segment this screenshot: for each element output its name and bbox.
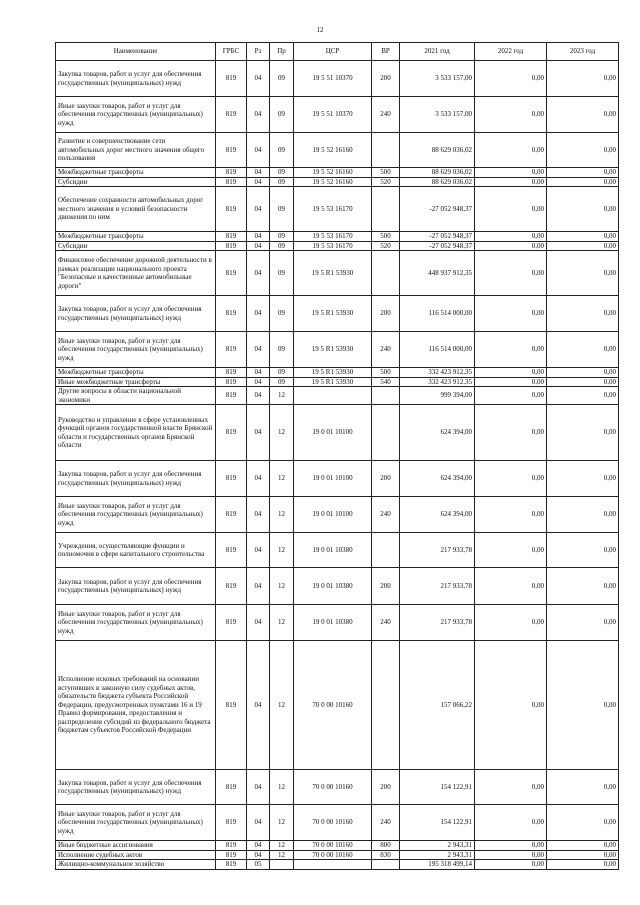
cell-pr: 12 xyxy=(270,841,294,851)
cell-vr: 200 xyxy=(372,770,400,805)
cell-2023: 0,00 xyxy=(547,860,619,870)
cell-vr xyxy=(372,187,400,232)
cell-pr: 12 xyxy=(270,850,294,860)
cell-2023: 0,00 xyxy=(547,61,619,97)
cell-grbs: 819 xyxy=(216,405,247,461)
cell-2023: 0,00 xyxy=(547,177,619,187)
cell-csr: 70 0 00 10160 xyxy=(294,641,372,770)
cell-2023: 0,00 xyxy=(547,533,619,568)
table-row xyxy=(56,770,619,805)
cell-csr: 19 0 01 10380 xyxy=(294,533,372,568)
cell-csr xyxy=(294,860,372,870)
cell-rz: 04 xyxy=(247,405,270,461)
table-row xyxy=(56,405,619,461)
cell-csr: 19 5 52 16160 xyxy=(294,133,372,168)
cell-pr: 09 xyxy=(270,241,294,251)
cell-name: Межбюджетные трансферты xyxy=(56,168,216,178)
cell-pr: 09 xyxy=(270,177,294,187)
cell-rz: 04 xyxy=(247,641,270,770)
cell-2022: 0,00 xyxy=(475,605,547,641)
cell-name: Иные закупки товаров, работ и услуг для обеспечения государственных (муниципальных) нужд xyxy=(56,605,216,641)
cell-csr: 19 0 01 10100 xyxy=(294,405,372,461)
cell-rz: 04 xyxy=(247,461,270,497)
cell-csr: 19 5 52 16160 xyxy=(294,168,372,178)
cell-csr: 19 5 R1 53930 xyxy=(294,332,372,368)
cell-pr: 12 xyxy=(270,568,294,605)
cell-vr xyxy=(372,641,400,770)
cell-vr: 200 xyxy=(372,461,400,497)
cell-grbs: 819 xyxy=(216,133,247,168)
cell-csr: 19 5 R1 53930 xyxy=(294,368,372,378)
cell-rz: 04 xyxy=(247,177,270,187)
table-row xyxy=(56,461,619,497)
cell-grbs: 819 xyxy=(216,251,247,296)
cell-2021: 195 318 499,14 xyxy=(400,860,475,870)
cell-2021: 624 394,00 xyxy=(400,461,475,497)
cell-csr: 19 0 01 10100 xyxy=(294,497,372,533)
cell-grbs: 819 xyxy=(216,461,247,497)
cell-csr: 70 0 00 10160 xyxy=(294,850,372,860)
cell-vr: 240 xyxy=(372,605,400,641)
cell-vr: 240 xyxy=(372,805,400,841)
table-body xyxy=(56,61,619,870)
cell-2022: 0,00 xyxy=(475,533,547,568)
cell-pr: 12 xyxy=(270,533,294,568)
table-row xyxy=(56,497,619,533)
cell-grbs: 819 xyxy=(216,241,247,251)
cell-name: Развитие и совершенствование сети автомобильных дорог местного значения общего пользования xyxy=(56,133,216,168)
cell-2023: 0,00 xyxy=(547,405,619,461)
cell-grbs: 819 xyxy=(216,168,247,178)
cell-rz: 05 xyxy=(247,860,270,870)
cell-2023: 0,00 xyxy=(547,568,619,605)
cell-2022: 0,00 xyxy=(475,805,547,841)
cell-pr xyxy=(270,860,294,870)
cell-grbs: 819 xyxy=(216,177,247,187)
cell-grbs: 819 xyxy=(216,497,247,533)
cell-2022: 0,00 xyxy=(475,641,547,770)
cell-vr: 240 xyxy=(372,97,400,133)
cell-grbs: 819 xyxy=(216,770,247,805)
cell-2022: 0,00 xyxy=(475,377,547,387)
cell-2022: 0,00 xyxy=(475,770,547,805)
cell-pr: 09 xyxy=(270,133,294,168)
cell-2022: 0,00 xyxy=(475,241,547,251)
cell-rz: 04 xyxy=(247,568,270,605)
cell-2023: 0,00 xyxy=(547,187,619,232)
cell-pr: 09 xyxy=(270,187,294,232)
cell-vr: 200 xyxy=(372,61,400,97)
cell-2021: 3 533 157,00 xyxy=(400,97,475,133)
table-row xyxy=(56,860,619,870)
cell-2022: 0,00 xyxy=(475,368,547,378)
cell-pr: 09 xyxy=(270,61,294,97)
cell-2021: 332 423 912,35 xyxy=(400,377,475,387)
cell-vr: 520 xyxy=(372,177,400,187)
cell-vr: 200 xyxy=(372,568,400,605)
cell-2021: -27 052 948,37 xyxy=(400,232,475,242)
table-row xyxy=(56,387,619,405)
cell-2022: 0,00 xyxy=(475,860,547,870)
cell-2021: 3 533 157,00 xyxy=(400,61,475,97)
cell-name: Исполнение исковых требований на основании вступивших в законную силу судебных актов, обязательств бюджета субъекта Российской Федерации, предусмотренных пунктами 16 и 19 Правил формирования, предоставления и распределения субсидий из федерального бюджета бюджетам субъектов Российской Федерации xyxy=(56,641,216,770)
cell-2021: 217 933,78 xyxy=(400,533,475,568)
cell-2023: 0,00 xyxy=(547,251,619,296)
cell-rz: 04 xyxy=(247,232,270,242)
cell-name: Субсидии xyxy=(56,177,216,187)
cell-vr xyxy=(372,405,400,461)
cell-2022: 0,00 xyxy=(475,177,547,187)
cell-vr: 500 xyxy=(372,368,400,378)
cell-2021: 448 937 912,35 xyxy=(400,251,475,296)
cell-2023: 0,00 xyxy=(547,133,619,168)
table-row xyxy=(56,251,619,296)
cell-2021: 154 122,91 xyxy=(400,805,475,841)
cell-name: Субсидии xyxy=(56,241,216,251)
table-row xyxy=(56,805,619,841)
cell-pr: 09 xyxy=(270,377,294,387)
cell-csr: 70 0 00 10160 xyxy=(294,841,372,851)
cell-2022: 0,00 xyxy=(475,187,547,232)
cell-2022: 0,00 xyxy=(475,232,547,242)
cell-rz: 04 xyxy=(247,533,270,568)
cell-vr xyxy=(372,133,400,168)
cell-csr: 70 0 00 10160 xyxy=(294,770,372,805)
cell-2023: 0,00 xyxy=(547,641,619,770)
cell-vr: 800 xyxy=(372,841,400,851)
cell-2021: 2 943,31 xyxy=(400,841,475,851)
cell-name: Иные бюджетные ассигнования xyxy=(56,841,216,851)
cell-2023: 0,00 xyxy=(547,387,619,405)
cell-rz: 04 xyxy=(247,251,270,296)
cell-2023: 0,00 xyxy=(547,232,619,242)
cell-rz: 04 xyxy=(247,241,270,251)
cell-csr: 19 5 R1 53930 xyxy=(294,251,372,296)
cell-2023: 0,00 xyxy=(547,461,619,497)
cell-2023: 0,00 xyxy=(547,841,619,851)
cell-2022: 0,00 xyxy=(475,332,547,368)
cell-csr: 19 0 01 10380 xyxy=(294,605,372,641)
budget-table xyxy=(55,42,619,870)
cell-2023: 0,00 xyxy=(547,168,619,178)
cell-csr: 70 0 00 10160 xyxy=(294,805,372,841)
cell-rz: 04 xyxy=(247,841,270,851)
cell-2021: 217 933,78 xyxy=(400,568,475,605)
table-row xyxy=(56,232,619,242)
cell-vr xyxy=(372,860,400,870)
cell-grbs: 819 xyxy=(216,61,247,97)
cell-2023: 0,00 xyxy=(547,770,619,805)
cell-csr: 19 0 01 10100 xyxy=(294,461,372,497)
column-header-2021: 2021 год xyxy=(400,43,475,61)
cell-vr: 520 xyxy=(372,241,400,251)
cell-2022: 0,00 xyxy=(475,850,547,860)
table-row xyxy=(56,97,619,133)
cell-vr xyxy=(372,251,400,296)
cell-csr: 19 5 53 16170 xyxy=(294,232,372,242)
cell-grbs: 819 xyxy=(216,332,247,368)
cell-2021: 332 423 912,35 xyxy=(400,368,475,378)
cell-csr: 19 5 R1 53930 xyxy=(294,377,372,387)
cell-2022: 0,00 xyxy=(475,133,547,168)
cell-pr: 12 xyxy=(270,605,294,641)
column-header-rz: Рз xyxy=(247,43,270,61)
cell-pr: 09 xyxy=(270,168,294,178)
column-header-name: Наименование xyxy=(56,43,216,61)
cell-grbs: 819 xyxy=(216,232,247,242)
cell-name: Закупка товаров, работ и услуг для обеспечения государственных (муниципальных) нужд xyxy=(56,568,216,605)
cell-2022: 0,00 xyxy=(475,461,547,497)
cell-pr: 09 xyxy=(270,332,294,368)
cell-name: Иные закупки товаров, работ и услуг для обеспечения государственных (муниципальных) нужд xyxy=(56,497,216,533)
cell-csr: 19 5 51 10370 xyxy=(294,61,372,97)
cell-2022: 0,00 xyxy=(475,296,547,332)
cell-2022: 0,00 xyxy=(475,251,547,296)
cell-name: Жилищно-коммунальное хозяйство xyxy=(56,860,216,870)
cell-csr: 19 0 01 10380 xyxy=(294,568,372,605)
cell-grbs: 819 xyxy=(216,97,247,133)
cell-2023: 0,00 xyxy=(547,497,619,533)
cell-grbs: 819 xyxy=(216,368,247,378)
cell-vr: 240 xyxy=(372,332,400,368)
table-row xyxy=(56,641,619,770)
cell-grbs: 819 xyxy=(216,850,247,860)
cell-2022: 0,00 xyxy=(475,168,547,178)
cell-name: Исполнение судебных актов xyxy=(56,850,216,860)
cell-name: Закупка товаров, работ и услуг для обеспечения государственных (муниципальных) нужд xyxy=(56,61,216,97)
cell-vr xyxy=(372,387,400,405)
cell-name: Обеспечение сохранности автомобильных дорог местного значения и условий безопасности движения по ним xyxy=(56,187,216,232)
table-row xyxy=(56,133,619,168)
cell-name: Иные закупки товаров, работ и услуг для обеспечения государственных (муниципальных) нужд xyxy=(56,332,216,368)
cell-2022: 0,00 xyxy=(475,568,547,605)
column-header-csr: ЦСР xyxy=(294,43,372,61)
cell-pr: 09 xyxy=(270,251,294,296)
cell-2022: 0,00 xyxy=(475,97,547,133)
table-row xyxy=(56,187,619,232)
cell-pr: 12 xyxy=(270,805,294,841)
cell-grbs: 819 xyxy=(216,841,247,851)
cell-grbs: 819 xyxy=(216,296,247,332)
cell-2023: 0,00 xyxy=(547,368,619,378)
cell-2021: 624 394,00 xyxy=(400,405,475,461)
cell-2021: -27 052 948,37 xyxy=(400,241,475,251)
cell-csr: 19 5 R1 53930 xyxy=(294,296,372,332)
cell-vr: 200 xyxy=(372,296,400,332)
cell-rz: 04 xyxy=(247,368,270,378)
cell-2021: 2 943,31 xyxy=(400,850,475,860)
cell-vr: 240 xyxy=(372,497,400,533)
cell-pr: 12 xyxy=(270,387,294,405)
cell-pr: 12 xyxy=(270,405,294,461)
cell-pr: 09 xyxy=(270,296,294,332)
cell-2021: 116 514 000,00 xyxy=(400,296,475,332)
cell-grbs: 819 xyxy=(216,605,247,641)
cell-name: Другие вопросы в области национальной экономики xyxy=(56,387,216,405)
cell-2023: 0,00 xyxy=(547,805,619,841)
cell-name: Межбюджетные трансферты xyxy=(56,232,216,242)
column-header-grbs: ГРБС xyxy=(216,43,247,61)
cell-2023: 0,00 xyxy=(547,296,619,332)
cell-name: Иные межбюджетные трансферты xyxy=(56,377,216,387)
table-row xyxy=(56,377,619,387)
cell-2021: 116 514 000,00 xyxy=(400,332,475,368)
cell-2021: 157 066,22 xyxy=(400,641,475,770)
cell-name: Закупка товаров, работ и услуг для обеспечения государственных (муниципальных) нужд xyxy=(56,461,216,497)
cell-grbs: 819 xyxy=(216,387,247,405)
cell-2023: 0,00 xyxy=(547,850,619,860)
cell-2021: 624 394,00 xyxy=(400,497,475,533)
cell-csr: 19 5 53 16170 xyxy=(294,241,372,251)
column-header-vr: ВР xyxy=(372,43,400,61)
header-row xyxy=(56,43,619,61)
cell-2023: 0,00 xyxy=(547,377,619,387)
cell-name: Закупка товаров, работ и услуг для обеспечения государственных (муниципальных) нужд xyxy=(56,770,216,805)
cell-csr: 19 5 52 16160 xyxy=(294,177,372,187)
cell-rz: 04 xyxy=(247,805,270,841)
cell-grbs: 819 xyxy=(216,568,247,605)
cell-rz: 04 xyxy=(247,387,270,405)
column-header-2022: 2022 год xyxy=(475,43,547,61)
table-row xyxy=(56,241,619,251)
cell-2021: 88 629 036,02 xyxy=(400,177,475,187)
cell-rz: 04 xyxy=(247,377,270,387)
cell-grbs: 819 xyxy=(216,377,247,387)
cell-grbs: 819 xyxy=(216,860,247,870)
cell-2021: -27 052 948,37 xyxy=(400,187,475,232)
cell-2022: 0,00 xyxy=(475,405,547,461)
table-row xyxy=(56,368,619,378)
cell-rz: 04 xyxy=(247,168,270,178)
cell-rz: 04 xyxy=(247,97,270,133)
cell-rz: 04 xyxy=(247,605,270,641)
table-row xyxy=(56,61,619,97)
cell-pr: 09 xyxy=(270,368,294,378)
column-header-2023: 2023 год xyxy=(547,43,619,61)
cell-grbs: 819 xyxy=(216,187,247,232)
cell-2023: 0,00 xyxy=(547,605,619,641)
cell-name: Руководство и управление в сфере установленных функций органов государственной власти Брянской области и государственных органов Брянской области xyxy=(56,405,216,461)
table-row xyxy=(56,605,619,641)
page-number: 12 xyxy=(316,26,324,34)
cell-pr: 12 xyxy=(270,770,294,805)
cell-name: Иные закупки товаров, работ и услуг для обеспечения государственных (муниципальных) нужд xyxy=(56,805,216,841)
table-row xyxy=(56,850,619,860)
cell-2021: 88 629 036,02 xyxy=(400,133,475,168)
cell-pr: 09 xyxy=(270,232,294,242)
cell-2023: 0,00 xyxy=(547,97,619,133)
table-row xyxy=(56,533,619,568)
cell-rz: 04 xyxy=(247,296,270,332)
cell-vr: 830 xyxy=(372,850,400,860)
cell-csr: 19 5 51 10370 xyxy=(294,97,372,133)
table-row xyxy=(56,168,619,178)
cell-grbs: 819 xyxy=(216,641,247,770)
cell-rz: 04 xyxy=(247,770,270,805)
cell-name: Финансовое обеспечение дорожной деятельности в рамках реализации национального проекта "Безопасные и качественные автомобильные дороги" xyxy=(56,251,216,296)
cell-grbs: 819 xyxy=(216,533,247,568)
cell-2023: 0,00 xyxy=(547,241,619,251)
cell-pr: 12 xyxy=(270,497,294,533)
table-row xyxy=(56,296,619,332)
cell-2022: 0,00 xyxy=(475,841,547,851)
cell-name: Межбюджетные трансферты xyxy=(56,368,216,378)
cell-rz: 04 xyxy=(247,850,270,860)
cell-2022: 0,00 xyxy=(475,497,547,533)
cell-2021: 217 933,78 xyxy=(400,605,475,641)
cell-grbs: 819 xyxy=(216,805,247,841)
cell-2021: 88 629 036,02 xyxy=(400,168,475,178)
cell-name: Иные закупки товаров, работ и услуг для обеспечения государственных (муниципальных) нужд xyxy=(56,97,216,133)
cell-rz: 04 xyxy=(247,187,270,232)
cell-2023: 0,00 xyxy=(547,332,619,368)
table-row xyxy=(56,332,619,368)
cell-2021: 999 394,00 xyxy=(400,387,475,405)
cell-2022: 0,00 xyxy=(475,387,547,405)
table-row xyxy=(56,568,619,605)
cell-rz: 04 xyxy=(247,497,270,533)
cell-2021: 154 122,91 xyxy=(400,770,475,805)
column-header-pr: Пр xyxy=(270,43,294,61)
cell-rz: 04 xyxy=(247,332,270,368)
cell-vr: 500 xyxy=(372,168,400,178)
table-row xyxy=(56,177,619,187)
cell-csr: 19 5 53 16170 xyxy=(294,187,372,232)
cell-rz: 04 xyxy=(247,133,270,168)
cell-pr: 09 xyxy=(270,97,294,133)
cell-vr xyxy=(372,533,400,568)
cell-csr xyxy=(294,387,372,405)
cell-2022: 0,00 xyxy=(475,61,547,97)
cell-rz: 04 xyxy=(247,61,270,97)
cell-pr: 12 xyxy=(270,641,294,770)
cell-vr: 500 xyxy=(372,232,400,242)
cell-name: Учреждения, осуществляющие функции и полномочия в сфере капитального строительства xyxy=(56,533,216,568)
table-row xyxy=(56,841,619,851)
cell-pr: 12 xyxy=(270,461,294,497)
cell-vr: 540 xyxy=(372,377,400,387)
cell-name: Закупка товаров, работ и услуг для обеспечения государственных (муниципальных) нужд xyxy=(56,296,216,332)
